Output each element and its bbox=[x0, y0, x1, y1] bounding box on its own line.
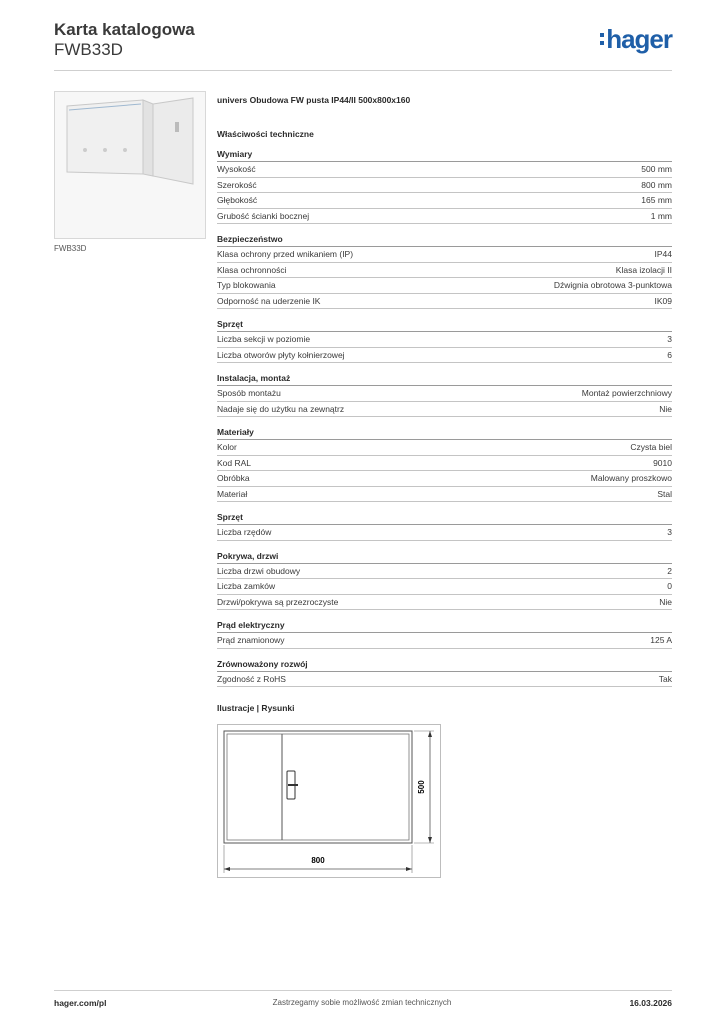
spec-label: Liczba drzwi obudowy bbox=[217, 565, 301, 576]
spec-group-title: Sprzęt bbox=[217, 319, 672, 332]
spec-value: Nie bbox=[659, 403, 672, 414]
spec-row bbox=[217, 263, 672, 279]
spec-row bbox=[217, 162, 672, 178]
spec-label: Typ blokowania bbox=[217, 280, 276, 290]
illustrations-heading: Ilustracje | Rysunki bbox=[217, 703, 295, 713]
spec-value: 9010 bbox=[653, 457, 672, 468]
spec-value: 500 mm bbox=[641, 164, 672, 174]
spec-label: Odporność na uderzenie IK bbox=[217, 295, 321, 306]
spec-row bbox=[217, 278, 672, 294]
spec-value: Czysta biel bbox=[630, 442, 672, 452]
height-label: 500 bbox=[417, 780, 426, 794]
spec-label: Liczba zamków bbox=[217, 581, 276, 591]
spec-row bbox=[217, 471, 672, 487]
footer-divider bbox=[54, 990, 672, 991]
spec-row bbox=[217, 440, 672, 456]
enclosure-outline bbox=[224, 731, 412, 843]
spec-row bbox=[217, 402, 672, 418]
spec-label: Szerokość bbox=[217, 179, 257, 190]
spec-label: Drzwi/pokrywa są przezroczyste bbox=[217, 596, 339, 607]
spec-label: Obróbka bbox=[217, 473, 250, 483]
spec-label: Liczba sekcji w poziomie bbox=[217, 334, 311, 344]
spec-group-title: Sprzęt bbox=[217, 512, 672, 525]
spec-value: 6 bbox=[667, 349, 672, 360]
spec-row bbox=[217, 348, 672, 364]
spec-row bbox=[217, 487, 672, 503]
spec-group-title: Prąd elektryczny bbox=[217, 620, 672, 633]
spec-row bbox=[217, 294, 672, 310]
spec-value: 1 mm bbox=[650, 210, 672, 221]
spec-value: 3 bbox=[667, 334, 672, 344]
spec-group-title: Wymiary bbox=[217, 149, 672, 162]
spec-group bbox=[217, 373, 672, 417]
footer-date: 16.03.2026 bbox=[629, 998, 672, 1008]
spec-row bbox=[217, 247, 672, 263]
width-label: 800 bbox=[311, 856, 325, 865]
logo-text: hager bbox=[606, 24, 672, 54]
footer-notice: Zastrzegamy sobie możliwość zmian technicznych bbox=[272, 998, 452, 1007]
spec-label: Liczba otworów płyty kołnierzowej bbox=[217, 349, 345, 360]
spec-row bbox=[217, 633, 672, 649]
spec-value: 3 bbox=[667, 527, 672, 537]
spec-label: Klasa ochronności bbox=[217, 264, 287, 275]
spec-label: Kolor bbox=[217, 442, 237, 452]
spec-row bbox=[217, 564, 672, 580]
door-outline bbox=[227, 734, 409, 840]
spec-group bbox=[217, 319, 672, 363]
spec-group-title: Instalacja, montaż bbox=[217, 373, 672, 386]
spec-value: Stal bbox=[657, 488, 672, 499]
spec-row bbox=[217, 178, 672, 194]
spec-value: 2 bbox=[667, 565, 672, 576]
spec-label: Liczba rzędów bbox=[217, 527, 272, 537]
spec-value: Nie bbox=[659, 596, 672, 607]
spec-value: Montaż powierzchniowy bbox=[581, 388, 672, 398]
spec-group bbox=[217, 512, 672, 541]
header-divider bbox=[54, 70, 672, 71]
spec-value: 125 A bbox=[650, 635, 672, 645]
spec-row bbox=[217, 386, 672, 402]
spec-value: 165 mm bbox=[641, 195, 672, 205]
dimension-drawing bbox=[217, 724, 441, 878]
spec-label: Nadaje się do użytku na zewnątrz bbox=[217, 403, 345, 414]
spec-value: Klasa izolacji II bbox=[615, 264, 672, 275]
spec-row bbox=[217, 209, 672, 225]
photo-caption: FWB33D bbox=[54, 244, 87, 253]
spec-group bbox=[217, 427, 672, 502]
spec-row bbox=[217, 332, 672, 348]
spec-value: IK09 bbox=[654, 295, 672, 306]
spec-row bbox=[217, 672, 672, 688]
spec-group bbox=[217, 149, 672, 224]
spec-label: Głębokość bbox=[217, 195, 258, 205]
product-photo bbox=[54, 91, 206, 239]
footer-site-link[interactable]: hager.com/pl bbox=[54, 998, 107, 1008]
enclosure-photo-icon bbox=[55, 92, 205, 238]
spec-row bbox=[217, 595, 672, 611]
spec-value: IP44 bbox=[654, 249, 672, 259]
spec-group-title: Pokrywa, drzwi bbox=[217, 551, 672, 564]
header-title: Karta katalogowa bbox=[54, 20, 195, 39]
spec-label: Zgodność z RoHS bbox=[217, 673, 286, 684]
spec-value: Malowany proszkowo bbox=[590, 473, 672, 483]
hager-logo bbox=[600, 26, 672, 52]
spec-value: 0 bbox=[667, 581, 672, 591]
spec-groups bbox=[217, 149, 672, 687]
spec-row bbox=[217, 456, 672, 472]
spec-group bbox=[217, 234, 672, 309]
datasheet-content bbox=[217, 95, 672, 713]
spec-group bbox=[217, 659, 672, 688]
spec-row bbox=[217, 579, 672, 595]
spec-group-title: Materiały bbox=[217, 427, 672, 440]
spec-value: Tak bbox=[658, 673, 672, 684]
product-title: univers Obudowa FW pusta IP44/II 500x800x160 bbox=[217, 95, 411, 105]
spec-label: Sposób montażu bbox=[217, 388, 281, 398]
spec-label: Klasa ochrony przed wnikaniem (IP) bbox=[217, 249, 354, 259]
tech-properties-heading: Właściwości techniczne bbox=[217, 129, 314, 139]
spec-label: Materiał bbox=[217, 488, 248, 499]
spec-group-title: Bezpieczeństwo bbox=[217, 234, 672, 247]
spec-row bbox=[217, 525, 672, 541]
spec-group bbox=[217, 551, 672, 611]
spec-value: 800 mm bbox=[641, 179, 672, 190]
spec-group bbox=[217, 620, 672, 649]
spec-value: Dźwignia obrotowa 3-punktowa bbox=[553, 280, 672, 290]
spec-label: Grubość ścianki bocznej bbox=[217, 210, 310, 221]
spec-row bbox=[217, 193, 672, 209]
spec-label: Prąd znamionowy bbox=[217, 635, 285, 645]
spec-label: Kod RAL bbox=[217, 457, 252, 468]
spec-label: Wysokość bbox=[217, 164, 256, 174]
header-product-code: FWB33D bbox=[54, 40, 123, 59]
spec-group-title: Zrównoważony rozwój bbox=[217, 659, 672, 672]
logo-dots-icon bbox=[600, 33, 604, 45]
